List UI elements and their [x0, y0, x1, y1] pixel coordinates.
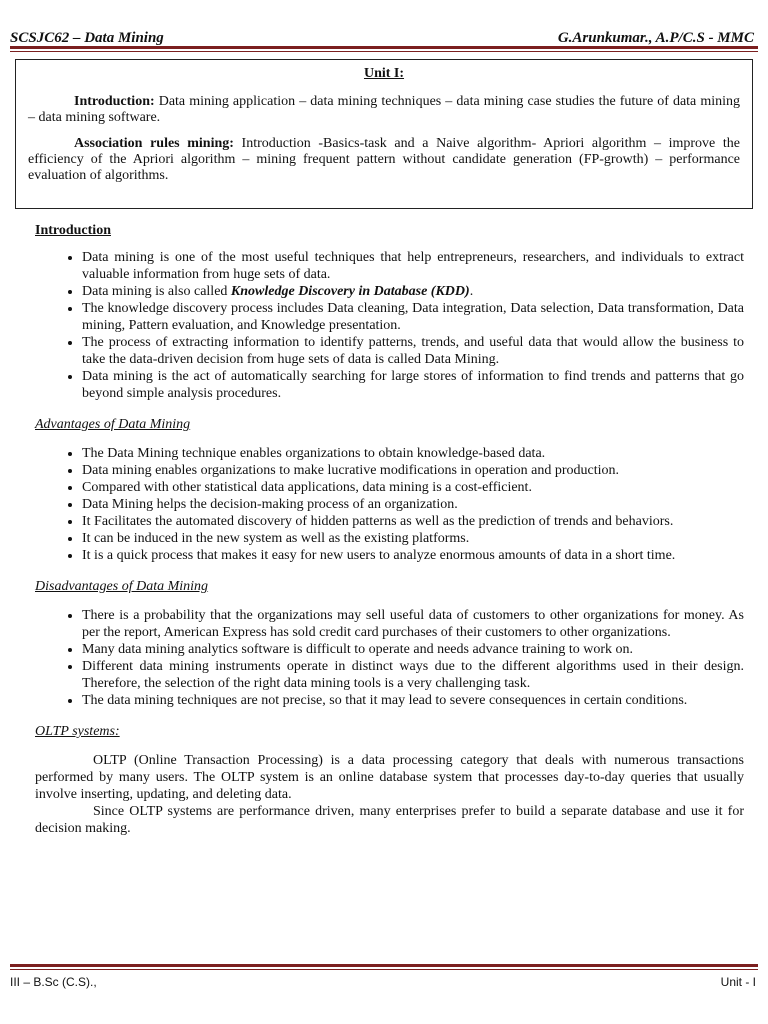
footer-rule-thick: [10, 964, 758, 967]
syllabus-association-label: Association rules mining:: [74, 136, 234, 151]
author-name: G.Arunkumar., A.P/C.S - MMC: [557, 30, 754, 46]
list-item: • The data mining techniques are not precise, so that it may lead to severe consequences in certain conditions.: [82, 692, 744, 709]
header-rule-thick: [10, 46, 758, 49]
list-item: • It is a quick process that makes it easy for new users to analyze enormous amounts of data in a short time.: [82, 547, 744, 564]
list-item: • Compared with other statistical data applications, data mining is a cost-efficient.: [82, 479, 744, 496]
list-item: • Data mining is the act of automatically searching for large stores of information to find trends and patterns that go beyond simple analysis procedures.: [82, 368, 744, 402]
footer-class: III – B.Sc (C.S).,: [10, 975, 97, 989]
syllabus-association: [28, 136, 740, 184]
kdd-prefix: Data mining is also called: [82, 284, 231, 299]
advantages-heading: Advantages of Data Mining: [35, 417, 191, 432]
kdd-suffix: .: [469, 284, 474, 299]
list-item: • Data mining enables organizations to make lucrative modifications in operation and production.: [82, 462, 744, 479]
list-item: • There is a probability that the organizations may sell useful data of customers to other organizations for money. As per the report, American Express has sold credit card purchases of their customers to other organizations.: [82, 607, 744, 641]
kdd-term: Knowledge Discovery in Database (KDD): [230, 284, 470, 299]
course-title: SCSJC62 – Data Mining: [10, 30, 164, 46]
list-item: • Different data mining instruments operate in distinct ways due to the different algorithms used in their design. Therefore, the selection of the right data mining tools is a very challenging task.: [82, 658, 744, 692]
list-item: • It can be induced in the new system as well as the existing platforms.: [82, 530, 744, 547]
syllabus-association-text: Introduction -Basics-task and a Naive algorithm- Apriori algorithm – improve the efficiency of the Apriori algorithm – mining frequent pattern without candidate generation (FP-growth) – performance evaluation of algorithms.: [28, 136, 740, 183]
page-header: [10, 26, 758, 48]
oltp-paragraph-1: OLTP (Online Transaction Processing) is a data processing category that deals with numerous transactions performed by many users. The OLTP system is an online database system that processes day-to-day queries that usually involve inserting, updating, and deleting data.: [35, 753, 744, 802]
syllabus-introduction: [28, 94, 740, 126]
unit-syllabus-box: [15, 59, 753, 209]
unit-title: Unit I:: [363, 66, 405, 81]
advantages-list: [35, 445, 744, 564]
list-item: • Many data mining analytics software is difficult to operate and needs advance training to work on.: [82, 641, 744, 658]
list-item: • Data mining is one of the most useful techniques that help entrepreneurs, researchers, and individuals to extract valuable information from huge sets of data.: [82, 249, 744, 283]
list-item: [82, 283, 744, 300]
syllabus-introduction-label: Introduction:: [74, 94, 155, 109]
oltp-heading: OLTP systems:: [35, 724, 120, 739]
introduction-heading: Introduction: [35, 223, 111, 238]
list-item: • The process of extracting information to identify patterns, trends, and useful data that would allow the business to take the data-driven decision from huge sets of data is called Data Mining.: [82, 334, 744, 368]
syllabus-introduction-text: Data mining application – data mining techniques – data mining case studies the future of data mining – data mining software.: [28, 94, 740, 125]
list-item: • The Data Mining technique enables organizations to obtain knowledge-based data.: [82, 445, 744, 462]
list-item: • The knowledge discovery process includes Data cleaning, Data integration, Data selection, Data transformation, Data mining, Pattern evaluation, and Knowledge presentation.: [82, 300, 744, 334]
footer-rule-thin: [10, 969, 758, 970]
oltp-paragraph-2: Since OLTP systems are performance driven, many enterprises prefer to build a separate database and use it for decision making.: [35, 804, 744, 836]
header-rule-thin: [10, 51, 758, 52]
disadvantages-heading: Disadvantages of Data Mining: [35, 579, 209, 594]
introduction-list: [35, 249, 744, 402]
disadvantages-list: [35, 607, 744, 709]
list-item: • Data Mining helps the decision-making process of an organization.: [82, 496, 744, 513]
page-content: [35, 222, 744, 837]
footer-unit: Unit - I: [720, 975, 756, 989]
list-item: • It Facilitates the automated discovery of hidden patterns as well as the prediction of trends and behaviors.: [82, 513, 744, 530]
